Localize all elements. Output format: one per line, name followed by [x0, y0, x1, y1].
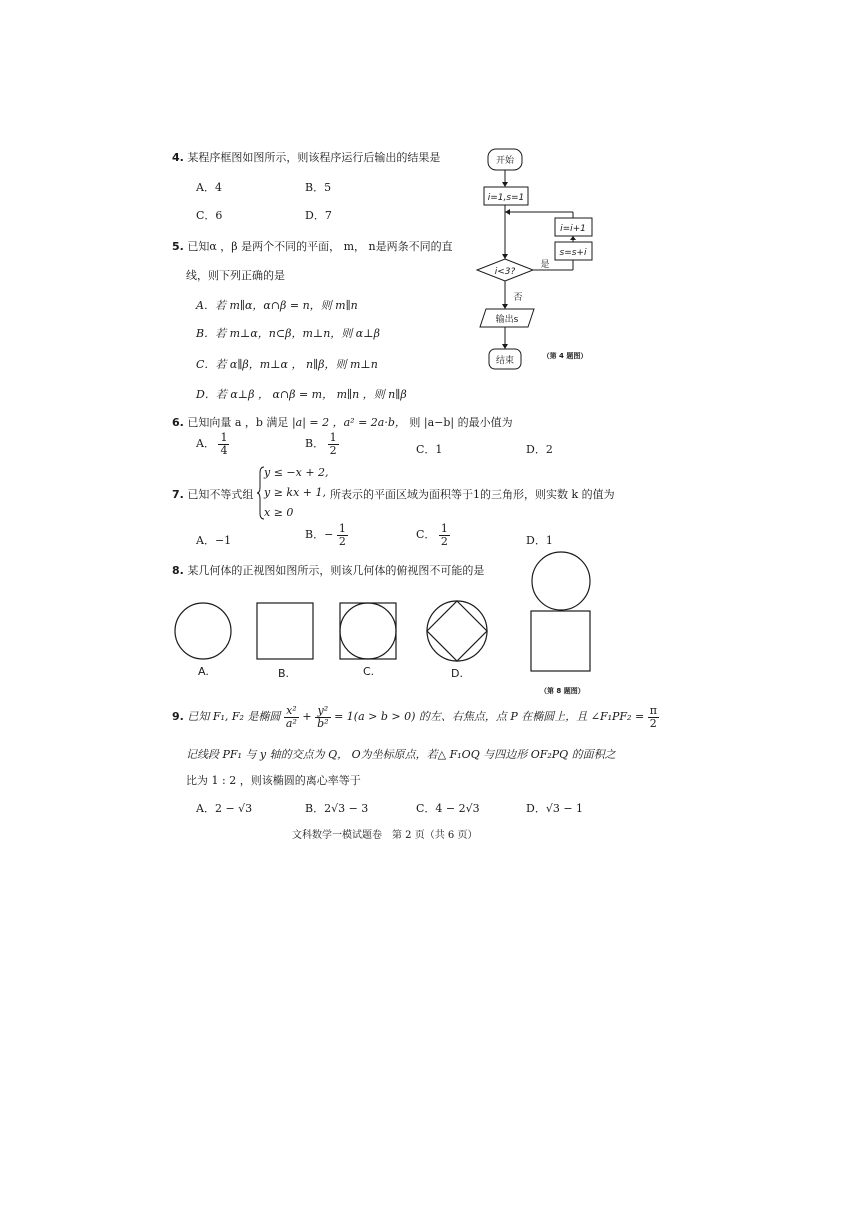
numerator: 1: [220, 431, 228, 444]
q5-option-b: B．若 m⊥α，n⊂β，m⊥n，则 α⊥β: [196, 327, 380, 340]
question-9-line3: 比为 1 : 2 ，则该椭圆的离心率等于: [186, 774, 361, 787]
q5-option-a: A．若 m∥α，α∩β = n，则 m∥n: [196, 299, 358, 312]
denominator: b²: [317, 716, 329, 730]
question-5-stem-cont: 线，则下列正确的是: [186, 269, 285, 282]
q8-caption: （第 8 题图）: [540, 687, 585, 695]
numerator: y²: [315, 705, 330, 718]
q9-option-d: D．√3 − 1: [526, 802, 584, 815]
question-text: 已知 F₁, F₂ 是椭圆: [187, 710, 281, 724]
q9-option-a: A．2 − √3: [196, 802, 253, 815]
denominator: 2: [338, 534, 346, 548]
flow-end-label: 结束: [495, 356, 515, 366]
flow-incr-label: i=i+1: [560, 224, 586, 234]
flow-init-label: i=1,s=1: [487, 193, 525, 203]
numerator: 1: [329, 431, 337, 444]
question-condition: |a| = 2 ，a² = 2a·b，: [291, 416, 406, 429]
flow-no-label: 否: [513, 293, 523, 303]
flow-condition-label: i<3?: [494, 267, 516, 277]
q6-option-c: C．1: [416, 443, 443, 456]
q6-option-b: [305, 432, 339, 456]
flow-start-label: 开始: [495, 156, 515, 166]
fraction: [337, 523, 348, 547]
question-text: 某几何体的正视图如图所示，则该几何体的俯视图不可能的是: [187, 564, 485, 577]
fraction-angle: [648, 705, 659, 729]
question-number: 6.: [172, 416, 184, 429]
question-7-stem: [172, 486, 253, 502]
q8-label-d: D.: [451, 667, 463, 680]
fraction: [328, 432, 339, 456]
plus-sign: +: [302, 710, 312, 724]
q7-option-a: A．−1: [196, 534, 232, 547]
question-9-line2: 记线段 PF₁ 与 y 轴的交点为 Q， O为坐标原点，若△ F₁OQ 与四边形 OF₂PQ 的面积之: [186, 748, 616, 761]
inequality-1: y ≤ −x + 2,: [264, 466, 329, 479]
denominator: 2: [649, 716, 657, 730]
denominator: 4: [220, 443, 228, 457]
numerator: 1: [338, 522, 346, 535]
question-number: 8.: [172, 564, 184, 577]
q4-option-d: D．7: [305, 209, 332, 222]
q8-label-b: B.: [278, 667, 290, 680]
option-d-figure: [427, 601, 487, 661]
question-text: 已知不等式组: [187, 488, 254, 501]
question-4-stem: [172, 149, 440, 165]
denominator: 2: [440, 534, 448, 548]
question-6-stem: [172, 414, 513, 430]
q5-option-c: C．若 α∥β，m⊥α ， n∥β，则 m⊥n: [196, 358, 378, 371]
fraction-x: [284, 705, 299, 729]
q7-option-b: [305, 523, 348, 547]
denominator: 2: [329, 443, 337, 457]
flow-yes-label: 是: [540, 260, 550, 270]
question-9-stem: [172, 705, 659, 729]
option-a-circle: [175, 603, 231, 659]
question-text: 已知向量 a ，b 满足: [187, 416, 289, 429]
fraction: [439, 523, 450, 547]
q8-label-c: C.: [363, 665, 375, 678]
q9-option-c: C．4 − 2√3: [416, 802, 480, 815]
question-text-end: 则 |a−b| 的最小值为: [409, 416, 513, 429]
q4-option-b: B．5: [305, 181, 332, 194]
q5-option-d: D．若 α⊥β ， α∩β = m， m∥n ，则 n∥β: [196, 388, 407, 401]
inequality-2: y ≥ kx + 1,: [264, 486, 326, 499]
option-label: A．: [196, 437, 215, 451]
numerator: x²: [284, 705, 299, 718]
q6-option-d: D．2: [526, 443, 553, 456]
question-5-stem: [172, 238, 453, 254]
fraction-y: [315, 705, 330, 729]
q4-option-c: C．6: [196, 209, 223, 222]
q6-option-a: [196, 432, 229, 456]
option-label: B．−: [305, 528, 334, 542]
question-number: 4.: [172, 151, 184, 164]
page-footer: 文科数学一模试题卷 第 2 页（共 6 页）: [292, 830, 478, 841]
numerator: 1: [440, 522, 448, 535]
q8-label-a: A.: [198, 665, 209, 678]
q7-option-d: D．1: [526, 534, 553, 547]
denominator: a²: [285, 716, 297, 730]
numerator: π: [649, 704, 657, 717]
option-label: B．: [305, 437, 325, 451]
q7-option-c: [416, 523, 450, 547]
question-number: 5.: [172, 240, 184, 253]
question-text-mid: = 1(a > b > 0) 的左、右焦点，点 P 在椭圆上，且 ∠F₁PF₂ =: [334, 710, 645, 724]
fraction: [218, 432, 229, 456]
option-c-figure: [340, 603, 396, 659]
inequality-3: x ≥ 0: [264, 506, 294, 519]
question-number: 7.: [172, 488, 184, 501]
question-7-stem-cont: 所表示的平面区域为面积等于1的三角形，则实数 k 的值为: [330, 488, 615, 501]
question-text: 某程序框图如图所示，则该程序运行后输出的结果是: [187, 151, 441, 164]
flow-caption: （第 4 题图）: [542, 352, 588, 360]
q9-option-b: B．2√3 − 3: [305, 802, 369, 815]
q8-figures: [160, 545, 620, 700]
flow-sum-label: s=s+i: [559, 248, 587, 258]
option-label: C．: [416, 528, 436, 542]
q4-option-a: A．4: [196, 181, 222, 194]
option-b-square: [257, 603, 313, 659]
question-text: 已知α ，β 是两个不同的平面， m， n是两条不同的直: [187, 240, 453, 253]
question-number: 9.: [172, 710, 184, 724]
flow-output-label: 输出s: [495, 315, 519, 325]
front-view-figure: [531, 552, 590, 671]
flowchart-figure: [460, 140, 610, 380]
